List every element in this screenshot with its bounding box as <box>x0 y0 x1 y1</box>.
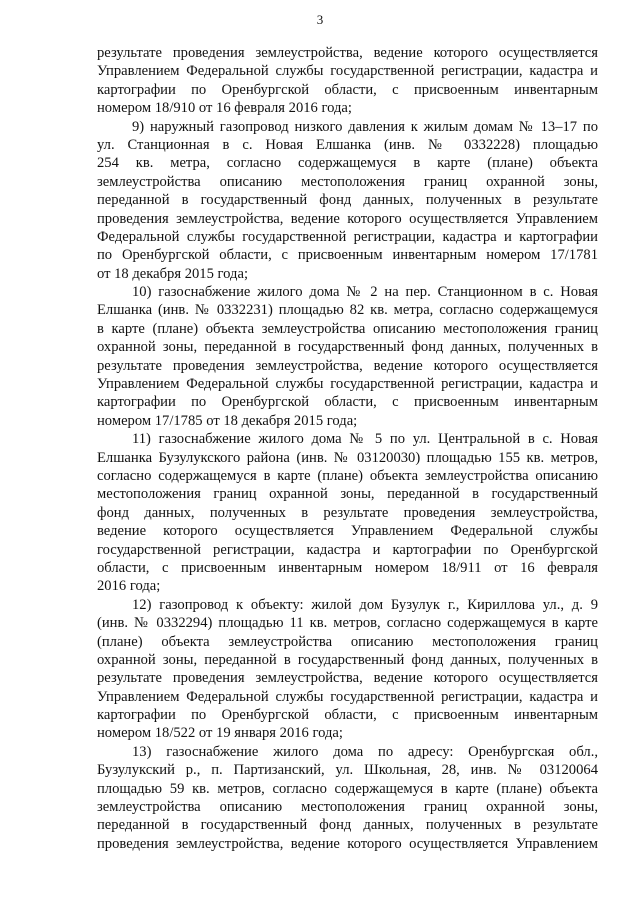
page-number: 3 <box>316 12 324 27</box>
text-line: местоположения границ охранной зоны, переданной в государственный <box>97 486 598 503</box>
text-line: по Оренбургской области, с присвоенным инвентарным номером 17/1781 <box>97 247 598 264</box>
text-line: проведения землеустройства, ведение которого осуществляется Управлением <box>97 835 598 852</box>
text-line: в карте (плане) объекта землеустройства описанию местоположения границ <box>97 320 598 337</box>
text-line: Елшанка (инв. № 0332231) площадью 82 кв. метра, согласно содержащемуся <box>97 302 598 319</box>
text-line: 13) газоснабжение жилого дома по адресу: Оренбургская обл., <box>132 743 598 760</box>
text-line: государственной регистрации, кадастра и картографии по Оренбургской <box>97 541 598 558</box>
text-line: результате проведения землеустройства, ведение которого осуществляется <box>97 45 598 61</box>
text-line: результате проведения землеустройства, ведение которого осуществляется <box>97 357 598 374</box>
text-line: землеустройства описанию местоположения границ охранной зоны, <box>97 173 598 190</box>
text-line: 12) газопровод к объекту: жилой дом Бузулук г., Кириллова ул., д. 9 <box>132 596 598 613</box>
text-line: номером 18/910 от 16 февраля 2016 года; <box>97 100 352 117</box>
text-line: охранной зоны, переданной в государственный фонд данных, полученных в <box>97 651 598 668</box>
text-line: 9) наружный газопровод низкого давления к жилым домам № 13–17 по <box>132 118 598 135</box>
text-line: 2016 года; <box>97 578 161 595</box>
text-line: (плане) объекта землеустройства описанию местоположения границ <box>97 633 598 650</box>
text-line: Федеральной службы государственной регистрации, кадастра и картографии <box>97 228 598 245</box>
text-line: области, с присвоенным инвентарным номером 18/911 от 16 февраля <box>97 559 598 576</box>
text-line: номером 17/1785 от 18 декабря 2015 года; <box>97 412 358 429</box>
document-body <box>97 44 598 853</box>
text-line: Управлением Федеральной службы государственной регистрации, кадастра и <box>97 63 598 80</box>
text-line: номером 18/522 от 19 января 2016 года; <box>97 725 343 742</box>
text-line: переданной в государственный фонд данных, полученных в результате <box>97 192 598 209</box>
text-line: проведения землеустройства, ведение которого осуществляется Управлением <box>97 210 598 227</box>
text-line: ул. Станционная в с. Новая Елшанка (инв. № 0332228) площадью <box>97 136 598 153</box>
text-line: Управлением Федеральной службы государственной регистрации, кадастра и <box>97 376 598 393</box>
text-line: 11) газоснабжение жилого дома № 5 по ул. Центральной в с. Новая <box>132 431 598 448</box>
text-line: результате проведения землеустройства, ведение которого осуществляется <box>97 670 598 687</box>
text-line: 254 кв. метра, согласно содержащемуся в карте (плане) объекта <box>97 155 598 172</box>
text-line: землеустройства описанию местоположения границ охранной зоны, <box>97 799 598 816</box>
text-line: фонд данных, полученных в результате проведения землеустройства, <box>97 504 598 521</box>
text-line: 10) газоснабжение жилого дома № 2 на пер. Станционном в с. Новая <box>132 284 598 301</box>
text-line: картографии по Оренбургской области, с присвоенным инвентарным <box>97 394 598 411</box>
text-line: картографии по Оренбургской области, с присвоенным инвентарным <box>97 707 598 724</box>
text-line: ведение которого осуществляется Управлением Федеральной службы <box>97 523 598 540</box>
text-line: охранной зоны, переданной в государственный фонд данных, полученных в <box>97 339 598 356</box>
text-line: согласно содержащемуся в карте (плане) объекта землеустройства описанию <box>97 467 598 484</box>
text-line: Управлением Федеральной службы государственной регистрации, кадастра и <box>97 688 598 705</box>
text-line: площадью 59 кв. метров, согласно содержащемуся в карте (плане) объекта <box>97 780 598 797</box>
text-line: Бузулукский р., п. Партизанский, ул. Школьная, 28, инв. № 03120064 <box>97 762 598 779</box>
text-line: переданной в государственный фонд данных, полученных в результате <box>97 817 598 834</box>
text-line: от 18 декабря 2015 года; <box>97 265 248 282</box>
text-line: картографии по Оренбургской области, с присвоенным инвентарным <box>97 81 598 98</box>
text-line: Елшанка Бузулукского района (инв. № 03120030) площадью 155 кв. метров, <box>97 449 598 466</box>
text-line: (инв. № 0332294) площадью 11 кв. метров, согласно содержащемуся в карте <box>97 615 598 632</box>
